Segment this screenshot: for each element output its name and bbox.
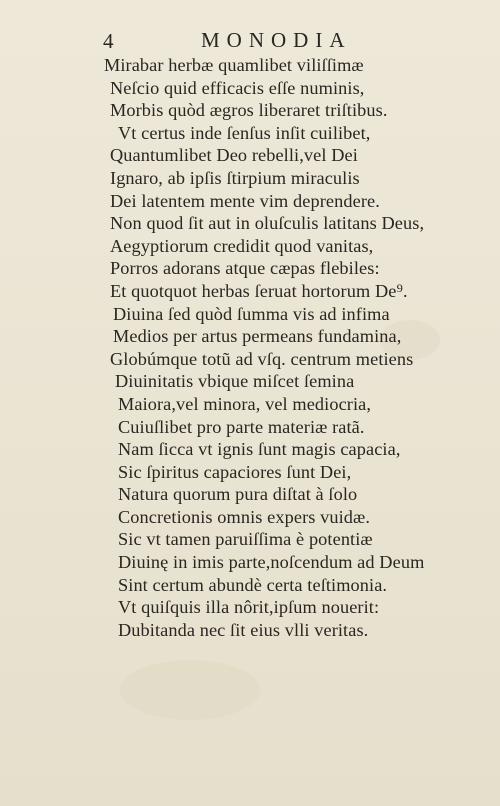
- verse-line: Sic vt tamen paruiſſima è potentiæ: [118, 529, 373, 550]
- verse-line: Concretionis omnis expers vuidæ.: [118, 506, 371, 527]
- verse-line: Maiora,vel minora, vel mediocria,: [118, 393, 372, 414]
- verse-line: Morbis quòd ægros liberaret triſtibus.: [110, 100, 388, 121]
- paper-stain: [120, 660, 260, 720]
- verse-line: Medios per artus permeans fundamina,: [113, 326, 402, 347]
- verse-line: Aegyptiorum credidit quod vanitas,: [110, 235, 374, 256]
- page-header: [103, 26, 393, 52]
- running-title: MONODIA: [201, 28, 352, 52]
- verse-line: Diuinitatis vbique miſcet ſemina: [115, 371, 355, 392]
- verse-line: Globúmque totũ ad vſq. centrum metiens: [110, 348, 414, 369]
- verse-line: Dubitanda nec ſit eius vlli veritas.: [118, 619, 369, 640]
- verse-line: Vt quiſquis illa nôrit,ipſum nouerit:: [118, 597, 380, 618]
- verse-line: Dei latentem mente vim deprendere.: [110, 190, 380, 211]
- verse-line: Vt certus inde ſenſus inſit cuilibet,: [118, 122, 371, 143]
- poem-text: [104, 54, 490, 641]
- verse-line: Neſcio quid efficacis eſſe numinis,: [110, 77, 365, 98]
- verse-line: Sic ſpiritus capaciores ſunt Dei,: [118, 461, 352, 482]
- verse-line: Nam ſicca vt ignis ſunt magis capacia,: [118, 439, 401, 460]
- verse-line: Diuina ſed quòd ſumma vis ad infima: [113, 303, 390, 324]
- verse-line: Porros adorans atque cæpas flebiles:: [110, 258, 380, 279]
- verse-line: Ignaro, ab ipſis ſtirpium miraculis: [110, 167, 360, 188]
- verse-line: Et quotquot herbas ſeruat hortorum De⁹.: [110, 280, 408, 301]
- verse-line: Quantumlibet Deo rebelli,vel Dei: [110, 145, 358, 166]
- verse-line: Cuiuſlibet pro parte materiæ ratã.: [118, 416, 365, 437]
- verse-line: Mirabar herbæ quamlibet viliſſimæ: [104, 55, 364, 75]
- page-number: 4: [103, 29, 114, 53]
- verse-line: Non quod ſit aut in oluſculis latitans Deus,: [110, 213, 425, 234]
- verse-line: Natura quorum pura diſtat à ſolo: [118, 484, 358, 505]
- verse-line: Sint certum abundè certa teſtimonia.: [118, 574, 388, 595]
- verse-line: Diuinę in imis parte,noſcendum ad Deum: [118, 552, 425, 573]
